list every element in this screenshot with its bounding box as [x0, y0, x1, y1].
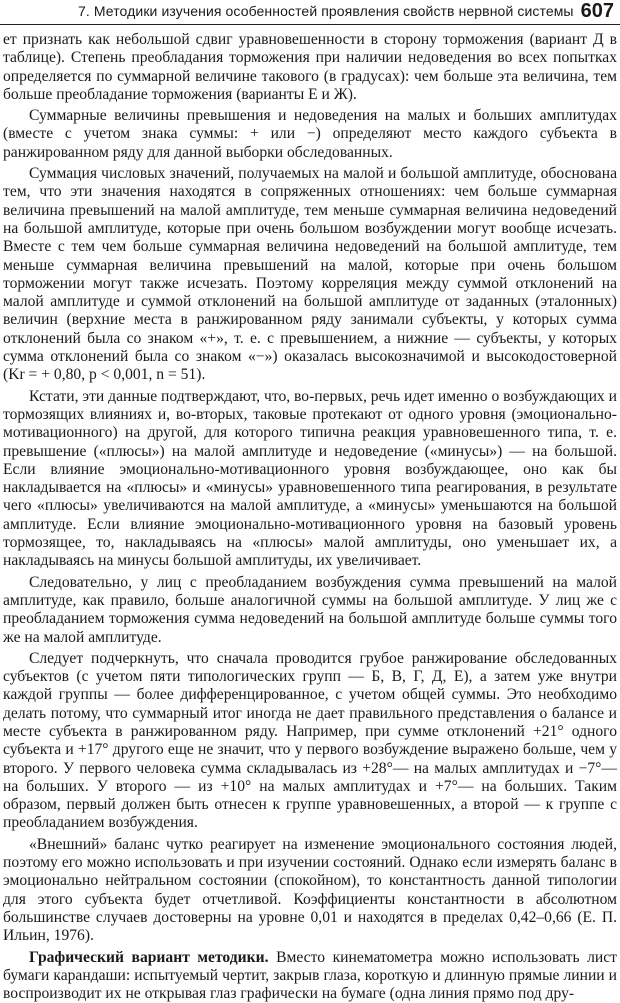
paragraph-8-text: Вместо кинематометра можно использовать лист бумаги карандаши: испытуемый чертит, закрыв глаза, короткую и длинную прямые линии и воспроизводит их не открывая глаз графически на бумаге (одна линия прямо под дру-: [3, 948, 617, 1003]
section-run-in-heading: Графический вариант методики.: [29, 948, 269, 966]
paragraph-5: Следовательно, у лиц с преобладанием возбуждения сумма превышений на малой амплитуде, как правило, больше аналогичной суммы на большой амплитуде. У лиц же с преобладанием торможения сумма недоведений на большой амплитуде больше суммы того же на малой амплитуде.: [3, 573, 617, 646]
running-header: [0, 0, 620, 25]
paragraph-7: «Внешний» баланс чутко реагирует на изменение эмоционального состояния людей, поэтому его можно использовать и при изучении состояний. Однако если измерять баланс в эмоционально нейтральном состоянии (спокойном), то константность данной типологии для этого субъекта будет отчетливой. Коэффициенты константности в абсолютном большинстве случаев достоверны на уровне 0,01 и находятся в пределах 0,42–0,66 (Е. П. Ильин, 1976).: [3, 835, 617, 945]
chapter-title: 7. Методики изучения особенностей проявления свойств нервной системы: [78, 3, 574, 19]
page-number: 607: [580, 0, 614, 22]
paragraph-8: [3, 949, 617, 1003]
paragraph-1: ет признать как небольшой сдвиг уравновешенности в сторону торможения (вариант Д в таблице). Степень преобладания торможения при наличии недоведения во всех попытках определяется по суммарной величине такового (в градусах): чем больше эта величина, тем больше преобладание торможения (варианты Е и Ж).: [3, 31, 617, 103]
paragraph-6: Следует подчеркнуть, что сначала проводится грубое ранжирование обследованных субъектов (с учетом пяти типологических групп — Б, В, Г, Д, Е), а затем уже внутри каждой группы — более дифференцированное, с учетом общей суммы. Это необходимо делать потому, что суммарный итог иногда не дает правильного представления о балансе и месте субъекта в ранжированном ряду. Например, при сумме отклонений +21° одного субъекта и +17° другого еще не значит, что у первого возбуждение выражено больше, чем у второго. У первого человека сумма складывалась из +28°— на малых амплитудах и −7°— на больших. У второго — из +10° на малых амплитудах и +7°— на больших. Таким образом, первый должен быть отнесен к группе уравновешенных, а второй — к группе с преобладанием возбуждения.: [3, 649, 617, 832]
body-text: [3, 31, 617, 1003]
paragraph-3: Суммация числовых значений, получаемых на малой и большой амплитуде, обоснована тем, что эти значения находятся в сопряженных отношениях: чем больше суммарная величина превышений на малой амплитуде, тем меньше суммарная величина недоведений на большой амплитуде, которые при очень большом возбуждении могут вообще исчезать. Вместе с тем чем больше суммарная величина недоведений на большой амплитуде, тем меньше суммарная величина превышений на малой, которые при очень большом торможении могут также исчезать. Поэтому корреляция между суммой отклонений на малой амплитуде и суммой отклонений на большой амплитуде от заданных (эталонных) величин (верхние места в ранжированном ряду занимали субъекты, у которых сумма отклонений была со знаком «+», т. е. с превышением, а нижние — субъекты, у которых сумма отклонений была со знаком «−») оказалась высокозначимой и высокодостоверной (Kr = + 0,80, p < 0,001, n = 51).: [3, 165, 617, 384]
paragraph-2: Суммарные величины превышения и недоведения на малых и больших амплитудах (вместе с учетом знака суммы: + или −) определяют место каждого субъекта в ранжированном ряду для данной выборки обследованных.: [3, 107, 617, 161]
paragraph-4: Кстати, эти данные подтверждают, что, во-первых, речь идет именно о возбуждающих и тормозящих влияниях и, во-вторых, таковые протекают от одного уровня (эмоционально-мотивационного) на другой, для которого типична реакция уравновешенного типа, т. е. превышение («плюсы») на малой амплитуде и недоведение («минусы») — на большой. Если влияние эмоционально-мотивационного уровня возбуждающее, оно как бы накладывается на «плюсы» и «минусы» уравновешенного типа реагирования, в результате чего «плюсы» увеличиваются на малой амплитуде, а «минусы» уменьшаются на большой амплитуде. Если влияние эмоционально-мотивационного уровня на базовый уровень тормозящее, то, накладываясь на «плюсы» малой амплитуды, оно уменьшает их, а накладываясь на минусы большой амплитуды, их увеличивает.: [3, 387, 617, 570]
